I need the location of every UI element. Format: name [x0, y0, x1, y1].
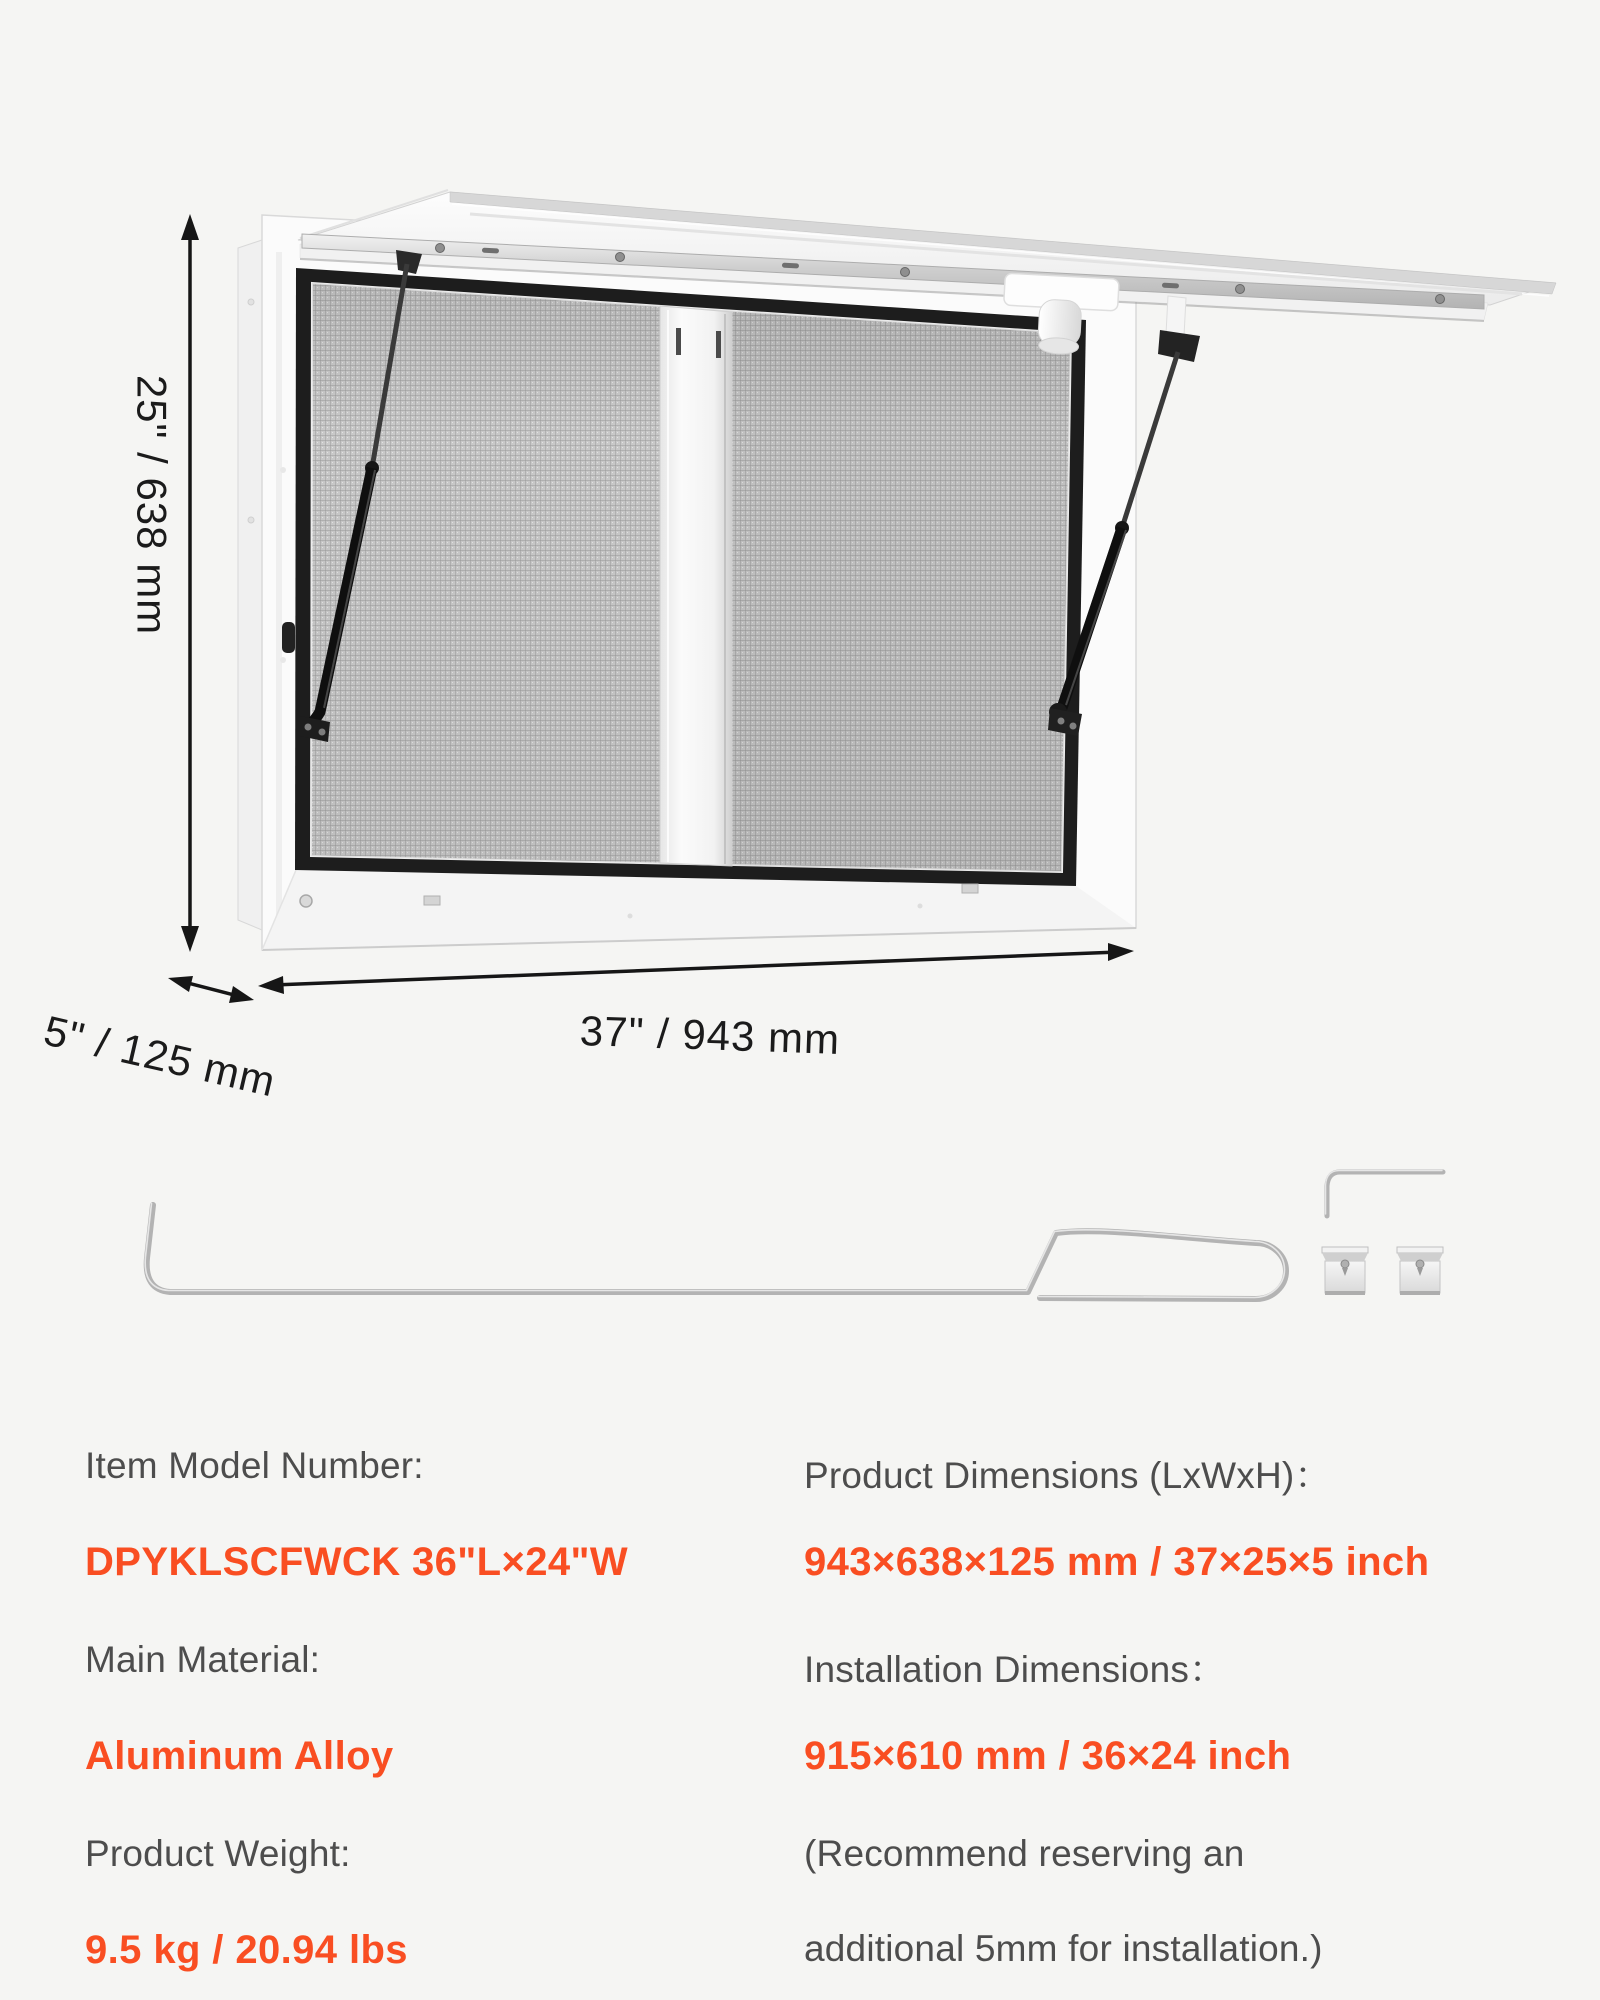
pull-rod-tool: [145, 1204, 1286, 1300]
mounting-bracket-2: [1397, 1247, 1443, 1295]
installation-note-line1: (Recommend reserving an: [804, 1833, 1245, 1874]
product-dimensions-label: Product Dimensions (LxWxH)：: [804, 1455, 1332, 1496]
depth-dimension-label: 5" / 125 mm: [39, 1006, 281, 1106]
sill-clip: [424, 896, 440, 905]
sill-clip: [962, 884, 978, 893]
model-number-label: Item Model Number:: [85, 1445, 424, 1486]
width-arrow: [283, 952, 1109, 984]
product-dimensions-value: 943×638×125 mm / 37×25×5 inch: [804, 1540, 1430, 1584]
width-dimension-label: 37" / 943 mm: [579, 1006, 841, 1064]
installation-dimensions-value: 915×610 mm / 36×24 inch: [804, 1734, 1292, 1778]
depth-arrow: [190, 984, 232, 995]
product-weight-label: Product Weight:: [85, 1833, 351, 1874]
width-dimension: [258, 943, 1134, 1063]
mounting-bracket-1: [1322, 1247, 1368, 1295]
installation-note-line2: additional 5mm for installation.): [804, 1928, 1323, 1969]
main-material-label: Main Material:: [85, 1639, 321, 1680]
depth-dimension: [40, 976, 281, 1105]
product-weight-value: 9.5 kg / 20.94 lbs: [85, 1928, 408, 1972]
height-dimension-label: 25" / 638 mm: [128, 374, 176, 636]
main-material-value: Aluminum Alloy: [85, 1734, 394, 1778]
installation-dimensions-label: Installation Dimensions：: [804, 1649, 1227, 1690]
model-number-value: DPYKLSCFWCK 36"L×24"W: [85, 1540, 629, 1584]
hex-key-tool: [1326, 1171, 1443, 1216]
screen-pull-handle: [282, 622, 295, 653]
sill-bolt: [300, 895, 312, 907]
